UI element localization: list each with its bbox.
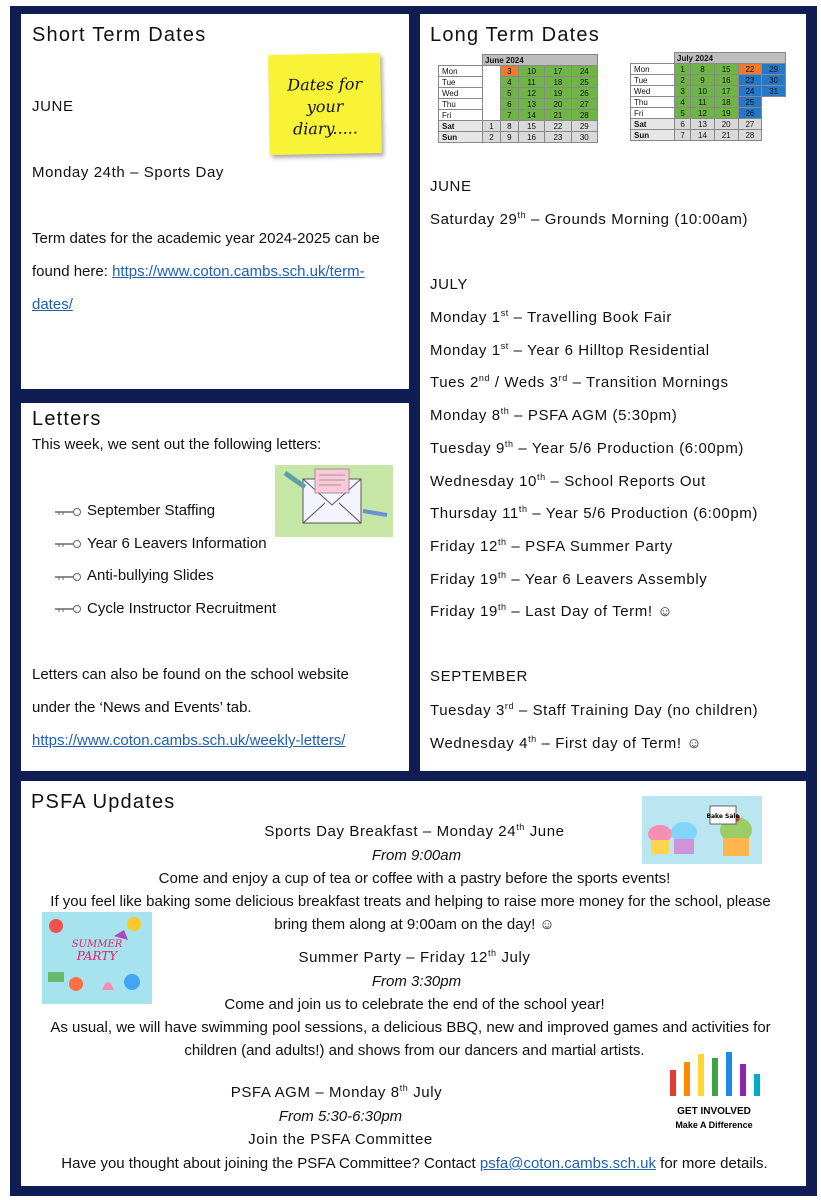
event-sup: th [537,471,546,482]
calendar-date-cell: 22 [738,64,762,75]
calendar-date-cell: 10 [518,66,544,77]
calendar-corner [439,55,483,66]
event-post: – Last Day of Term! ☺ [506,603,674,621]
calendar-row [631,97,786,108]
calendar-date-cell: 21 [714,130,738,141]
event-item [430,701,758,719]
calendar-date-cell: 24 [571,66,597,77]
breakfast-line: Come and enjoy a cup of tea or coffee with a pastry before the sports events! [158,870,671,887]
calendar-day-label: Mon [439,66,483,77]
calendar-date-cell: 6 [500,99,518,110]
calendar-row [439,77,598,88]
june-calendar [438,54,598,143]
calendar-header-row [439,55,598,66]
event-pre: Friday 19 [430,570,498,588]
term-dates-link[interactable]: https://www.coton.cambs.sch.uk/term- [112,263,365,280]
event-item [430,373,729,391]
event-pre: Monday 1 [430,341,501,359]
calendar-row [439,99,598,110]
party-time: From 3:30pm [371,973,462,990]
party-line: children (and adults!) and shows from our dancers and martial artists. [184,1042,645,1059]
calendar-date-cell: 3 [500,66,518,77]
letters-footer-2: under the ‘News and Events’ tab. [32,699,252,716]
calendar-date-cell: 28 [571,110,597,121]
term-dates-text-2 [32,263,365,280]
event-sup: rd [504,701,515,711]
calendar-date-cell: 18 [545,77,571,88]
calendar-date-cell: 3 [675,86,691,97]
calendar-row [631,75,786,86]
calendar-day-label: Thu [631,97,675,108]
calendar-date-cell: 27 [571,99,597,110]
event-sup: th [528,733,537,744]
calendar-date-cell: 19 [714,108,738,119]
calendar-date-cell [483,88,501,99]
calendar-row [631,119,786,130]
event-pre: Monday 1 [430,309,501,326]
calendar-day-label: Mon [631,64,675,75]
calendar-day-label: Fri [439,110,483,121]
event-sup: th [497,602,507,613]
event-item [430,570,707,588]
event-post: – Year 6 Hilltop Residential [508,341,710,359]
calendar-date-cell: 6 [675,119,691,130]
weekly-letters-link[interactable]: https://www.coton.cambs.sch.uk/weekly-letters/ [32,732,346,749]
event-post: – First day of Term! ☺ [536,734,703,752]
calendar-day-label: Wed [439,88,483,99]
summer-party-art-line: PARTY [76,949,118,963]
calendar-date-cell: 12 [691,108,715,119]
key-bullet-icon [54,604,82,614]
july-heading: JULY [430,276,468,293]
calendar-date-cell: 4 [500,77,518,88]
calendar-date-cell: 2 [675,75,691,86]
calendar-date-cell: 23 [545,132,571,143]
calendar-date-cell: 26 [738,108,762,119]
calendar-row [631,130,786,141]
event-pre: Tues 2 [430,374,479,392]
event-sup2: rd [558,373,568,384]
frame-left [10,6,21,1196]
calendar-date-cell: 2 [483,132,501,143]
event-sup: st [500,308,509,318]
calendar-date-cell: 8 [691,64,715,75]
event-sup: th [497,569,507,580]
event-item [430,472,706,490]
breakfast-heading [4,822,821,840]
calendar-date-cell: 7 [675,130,691,141]
calendar-day-label: Sun [631,130,675,141]
calendar-day-label: Tue [439,77,483,88]
june-heading: JUNE [430,178,472,195]
event-item [430,308,672,326]
calendar-date-cell: 30 [762,75,786,86]
calendar-date-cell: 13 [518,99,544,110]
calendar-date-cell: 20 [545,99,571,110]
calendar-date-cell: 17 [714,86,738,97]
agm-line: Join the PSFA Committee [248,1131,433,1148]
calendar-date-cell: 31 [762,86,786,97]
breakfast-heading-text: Sports Day Breakfast – Monday 24 [264,823,517,840]
event-pre: Tuesday 9 [430,439,505,457]
party-heading [4,948,821,966]
calendar-day-label: Fri [631,108,675,119]
psfa-title: PSFA Updates [31,791,176,813]
event-mid: / Weds 3 [490,374,559,392]
short-term-event: Monday 24th – Sports Day [32,164,224,181]
agm-heading-text: PSFA AGM – Monday 8 [230,1084,400,1101]
summer-party-art-line: SUMMER [71,939,123,950]
letters-footer: Letters can also be found on the school website [32,666,349,683]
calendar-date-cell: 17 [545,66,571,77]
calendar-row [631,86,786,97]
key-bullet-icon [54,572,82,582]
calendar-date-cell: 15 [518,121,544,132]
agm-time: From 5:30-6:30pm [278,1108,403,1125]
calendar-row [439,66,598,77]
calendar-date-cell: 29 [571,121,597,132]
calendar-date-cell: 21 [545,110,571,121]
event-item [430,341,710,359]
party-line: As usual, we will have swimming pool sessions, a delicious BBQ, new and improved games and activities for [50,1019,771,1036]
event-item [430,537,673,555]
calendar-date-cell: 27 [738,119,762,130]
calendar-date-cell [483,99,501,110]
calendar-date-cell: 24 [738,86,762,97]
term-dates-link-wrap [32,296,73,313]
frame-bottom-divider [10,771,817,781]
calendar-day-label: Sat [631,119,675,130]
party-heading-month: July [496,949,531,966]
party-heading-text: Summer Party – Friday 12 [298,949,488,966]
calendar-row [631,64,786,75]
event-sup: th [504,438,514,449]
calendar-date-cell: 1 [483,121,501,132]
event-sup: th [517,210,527,220]
dates-for-diary-sticky-note [268,53,382,155]
frame-right [806,6,817,1196]
calendar-date-cell [483,66,501,77]
event-post: – Staff Training Day (no children) [514,702,759,719]
frame-left-divider [10,389,415,403]
party-heading-sup: th [487,948,497,958]
long-term-title: Long Term Dates [430,24,600,46]
calendar-row [439,121,598,132]
event-item [430,406,677,424]
calendar-row [439,132,598,143]
term-dates-text: Term dates for the academic year 2024-2025 can be [32,230,380,247]
event-pre: Friday 19 [430,603,498,621]
event-item [430,210,748,228]
calendar-date-cell: 8 [500,121,518,132]
event-sup: th [518,504,528,515]
calendar-date-cell: 16 [714,75,738,86]
letter-item: Anti-bullying Slides [87,567,214,584]
long-term-panel [420,14,806,771]
letter-item: Cycle Instructor Recruitment [87,600,277,617]
psfa-email-link[interactable]: psfa@coton.cambs.sch.uk [479,1155,656,1172]
calendar-date-cell: 25 [738,97,762,108]
event-post: – Year 6 Leavers Assembly [506,570,708,588]
calendar-date-cell [483,110,501,121]
calendar-date-cell: 9 [500,132,518,143]
event-pre: Friday 12 [430,537,498,555]
event-post: – Year 5/6 Production (6:00pm) [513,439,745,457]
july-calendar [630,52,786,141]
sticky-line: your [306,96,344,117]
event-item [430,439,744,457]
sticky-line: Dates for [287,74,363,95]
calendar-month-label: June 2024 [483,55,598,66]
calendar-date-cell: 7 [500,110,518,121]
calendar-date-cell: 19 [545,88,571,99]
agm-heading-sup: th [399,1083,409,1093]
term-dates-prefix: found here: [32,263,113,280]
calendar-date-cell: 10 [691,86,715,97]
letters-intro: This week, we sent out the following letters: [32,436,322,453]
letter-item: September Staffing [87,502,216,519]
calendar-date-cell [483,77,501,88]
key-bullet-icon [54,507,82,517]
letters-panel [21,403,409,771]
calendar-day-label: Wed [631,86,675,97]
event-pre: Monday 8 [430,407,501,425]
short-term-panel [21,14,409,389]
calendar-date-cell: 25 [571,77,597,88]
letters-title: Letters [32,408,102,430]
event-sup: st [500,340,509,351]
calendar-date-cell: 5 [675,108,691,119]
agm-heading-month: July [408,1084,443,1101]
bake-sale-sign: Bake Sale [706,813,740,820]
calendar-date-cell [762,108,786,119]
letters-link-wrap [32,732,345,749]
breakfast-line: bring them along at 9:00am on the day! ☺ [274,916,555,933]
make-a-difference-text: Make A Difference [675,1120,753,1130]
event-item [430,602,673,620]
short-term-month: JUNE [32,98,74,115]
party-line: Come and join us to celebrate the end of the school year! [224,996,605,1013]
event-sup: th [497,536,507,547]
calendar-date-cell: 20 [714,119,738,130]
calendar-date-cell [762,97,786,108]
event-item [430,504,758,522]
get-involved-text: GET INVOLVED [677,1106,751,1117]
event-pre: Thursday 11 [430,505,519,523]
agm-contact-suffix: for more details. [656,1155,768,1172]
calendar-day-label: Sat [439,121,483,132]
event-post: – PSFA Summer Party [506,537,673,555]
calendar-date-cell: 23 [738,75,762,86]
breakfast-heading-sup: th [516,822,525,832]
event-sup: th [500,406,510,417]
event-post: – Transition Mornings [567,374,729,392]
calendar-month-label: July 2024 [675,53,786,64]
calendar-date-cell: 11 [691,97,715,108]
calendar-date-cell: 4 [675,97,691,108]
event-post: – Grounds Morning (10:00am) [526,211,749,228]
calendar-date-cell: 16 [518,132,544,143]
calendar-date-cell: 15 [714,64,738,75]
calendar-date-cell: 5 [500,88,518,99]
calendar-date-cell: 13 [691,119,715,130]
calendar-date-cell: 14 [691,130,715,141]
breakfast-time: From 9:00am [371,847,462,864]
calendar-date-cell: 11 [518,77,544,88]
calendar-corner [631,53,675,64]
calendar-day-label: Tue [631,75,675,86]
event-pre: Wednesday 10 [430,472,537,490]
calendar-row [631,108,786,119]
event-sup: nd [478,373,491,384]
calendar-date-cell: 22 [545,121,571,132]
calendar-date-cell: 29 [762,64,786,75]
key-bullet-icon [54,539,82,549]
calendar-date-cell: 30 [571,132,597,143]
letter-item: Year 6 Leavers Information [87,535,267,552]
calendar-row [439,88,598,99]
term-dates-link-cont[interactable]: dates/ [32,296,73,313]
calendar-date-cell: 28 [738,130,762,141]
agm-heading [0,1083,747,1101]
calendar-date-cell: 1 [675,64,691,75]
calendar-date-cell: 12 [518,88,544,99]
breakfast-heading-month: June [524,823,565,840]
calendar-date-cell [762,130,786,141]
event-post: – School Reports Out [545,472,706,490]
calendar-date-cell: 26 [571,88,597,99]
calendar-date-cell: 18 [714,97,738,108]
calendar-row [439,110,598,121]
event-post: – Year 5/6 Production (6:00pm) [527,505,758,523]
event-pre: Wednesday 4 [430,734,529,752]
calendar-date-cell: 9 [691,75,715,86]
sticky-line: diary..... [292,118,359,139]
envelope-illustration [275,465,393,537]
short-term-title: Short Term Dates [32,24,207,46]
event-post: – Travelling Book Fair [508,309,672,326]
calendar-date-cell: 14 [518,110,544,121]
calendar-date-cell [762,119,786,130]
event-post: – PSFA AGM (5:30pm) [509,407,678,425]
calendar-day-label: Sun [439,132,483,143]
breakfast-line: If you feel like baking some delicious breakfast treats and helping to raise more money for the school, please [50,893,771,910]
calendar-header-row [631,53,786,64]
calendar-day-label: Thu [439,99,483,110]
event-item [430,734,702,752]
agm-contact-line [4,1155,821,1172]
agm-contact-text: Have you thought about joining the PSFA Committee? Contact [61,1155,480,1172]
september-heading: SEPTEMBER [430,668,528,685]
event-pre: Saturday 29 [430,211,518,228]
frame-bottom [10,1186,817,1196]
event-pre: Tuesday 3 [430,702,505,719]
